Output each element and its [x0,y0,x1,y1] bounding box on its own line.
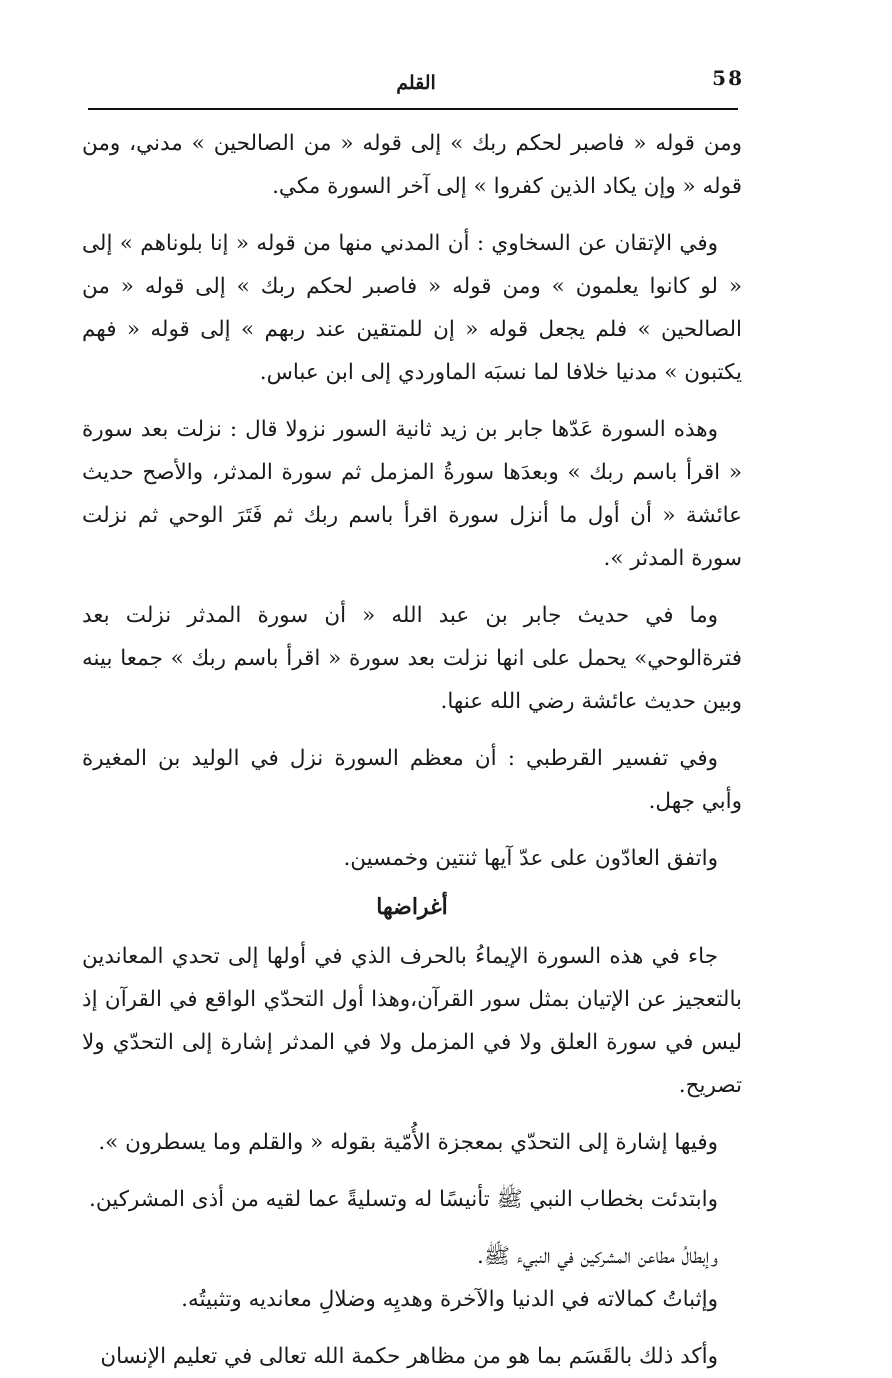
paragraph: ومن قوله « فاصبر لحكم ربك » إلى قوله « من الصالحين » مدني، ومن قوله « وإن يكاد الذين كفروا » إلى آخر السورة مكي. [82,131,742,199]
paragraph: وفي الإتقان عن السخاوي : أن المدني منها من قوله « إنا بلوناهم » إلى « لو كانوا يعلمون » ومن قوله « فاصبر لحكم ربك » إلى قوله « من الصالحين » فلم يجعل قوله « إن للمتقين عند ربهم » إلى قوله « فهم يكتبون » مدنيا خلافا لما نسبَه الماوردي إلى ابن عباس. [82,231,742,385]
paragraph: وإبطالُ مطاعن المشركين في النبيء ﷺ. [477,1244,718,1269]
page-body [82,122,742,1378]
paragraph: وما في حديث جابر بن عبد الله « أن سورة المدثر نزلت بعد فترةالوحي» يحمل على انها نزلت بعد سورة « اقرأ باسم ربك » جمعا بينه وبين حديث عائشة رضي الله عنها. [82,603,742,714]
paragraph: وأكد ذلك بالقَسَم بما هو من مظاهر حكمة الله تعالى في تعليم الإنسان [100,1344,718,1369]
paragraph: وإثباتُ كمالاته في الدنيا والآخرة وهديِه وضلالِ معانديه وتثبيتُه. [181,1287,718,1312]
paragraph: واتفق العادّون على عدّ آيها ثنتين وخمسين. [343,846,718,871]
paragraph: جاء في هذه السورة الإيماءُ بالحرف الذي في أولها إلى تحدي المعاندين بالتعجيز عن الإتيان بمثل سور القرآن،وهذا أول التحدّي الواقع في القرآن إذ ليس في سورة العلق ولا في المزمل ولا في المدثر إشارة إلى التحدّي ولا تصريح. [82,944,742,1098]
page-header [88,62,744,106]
running-title: القلم [396,72,436,94]
page-number: 58 [712,66,744,90]
paragraph: وهذه السورة عَدّها جابر بن زيد ثانية السور نزولا قال : نزلت بعد سورة « اقرأ باسم ربك » وبعدَها سورةُ المزمل ثم سورة المدثر، والأصح حديث عائشة « أن أول ما أنزل سورة اقرأ باسم ربك ثم فَتَرَ الوحي ثم نزلت سورة المدثر ». [82,417,742,571]
header-rule [88,108,738,110]
paragraph: وابتدئت بخطاب النبي ﷺ تأنيسًا له وتسليةً عما لقيه من أذى المشركين. [89,1187,718,1212]
paragraph: وفي تفسير القرطبي : أن معظم السورة نزل في الوليد بن المغيرة وأبي جهل. [82,746,742,814]
paragraph: وفيها إشارة إلى التحدّي بمعجزة الأُمّية بقوله « والقلم وما يسطرون ». [98,1130,718,1155]
section-heading: أغراضها [376,894,448,920]
